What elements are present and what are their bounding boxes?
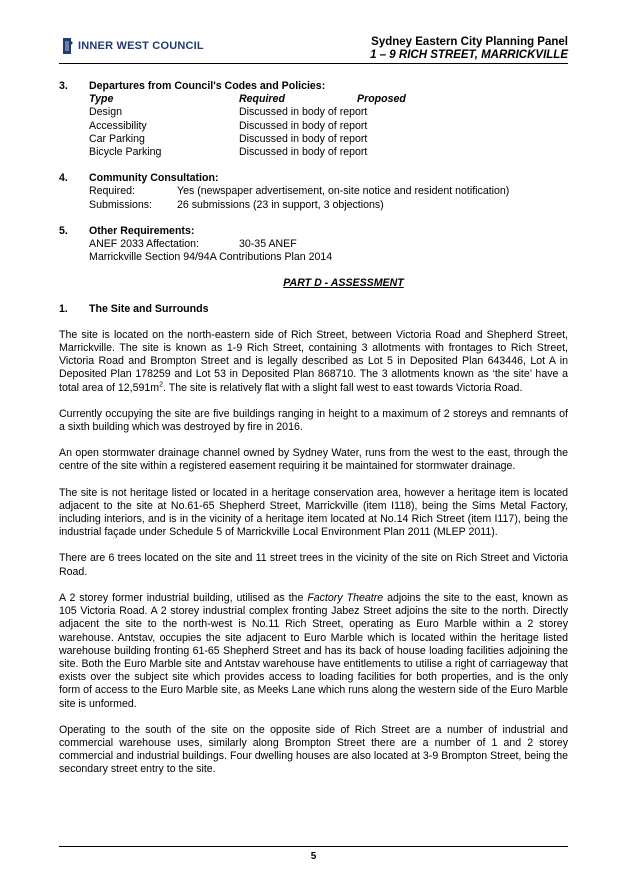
anef-value: 30-35 ANEF: [239, 238, 297, 251]
paragraph: Currently occupying the site are five buildings ranging in height to a maximum of 2 storeys and remnants of a sixth building which was destroyed by fire in 2016.: [59, 407, 568, 434]
subsection-heading: [59, 303, 568, 316]
table-row: [89, 146, 568, 159]
anef-row: [89, 238, 568, 251]
table-row: [89, 133, 568, 146]
col-proposed: Proposed: [357, 93, 406, 106]
page-number: 5: [310, 851, 317, 862]
section-number: 3.: [59, 80, 68, 92]
report-body: [59, 80, 568, 790]
row-value: Yes (newspaper advertisement, on-site notice and resident notification): [177, 185, 510, 198]
section-number: 5.: [59, 224, 68, 237]
paragraph: The site is not heritage listed or located in a heritage conservation area, however a heritage item is located adjacent to the site at No.61-65 Shepherd Street, Marrickville (item I118), being the Sims Metal Factory, including interiors, and is in the vicinity of a heritage item located at No.14 Rich Street (item I117), being the industrial façade under Schedule 5 of Marrickville Local Environment Plan 2011 (MLEP 2011).: [59, 486, 568, 539]
section-title: Community Consultation:: [89, 172, 219, 185]
row-key: Submissions:: [89, 198, 152, 211]
section-title: Departures from Council's Codes and Policies:: [89, 80, 326, 92]
anef-label: ANEF 2033 Affectation:: [89, 238, 199, 251]
row-required: Discussed in body of report: [239, 119, 368, 132]
footer-rule: [59, 846, 568, 847]
paragraph: [59, 592, 568, 711]
row-required: Discussed in body of report: [239, 146, 368, 159]
section-other-requirements: [59, 225, 568, 265]
council-logo: [60, 36, 204, 56]
paragraph: There are 6 trees located on the site and 11 street trees in the vicinity of the site on Rich Street and Victoria Road.: [59, 552, 568, 578]
row-key: Required:: [89, 185, 135, 198]
part-heading: PART D - ASSESSMENT: [283, 277, 404, 290]
row-type: Design: [89, 106, 122, 119]
row-value: 26 submissions (23 in support, 3 objections): [177, 198, 384, 211]
row-type: Bicycle Parking: [89, 146, 162, 159]
table-header: [89, 93, 568, 106]
table-row: [89, 120, 568, 133]
row-type: Car Parking: [89, 132, 145, 145]
paragraph-text: The site is located on the north-eastern side of Rich Street, between Victoria Road and Shepherd Street, Marrickville. The site is known as 1-9 Rich Street, containing 3 allotments with frontages to Rich Street, Victoria Road and Brompton Street and is legally described as Lot 5 in Deposited Plan 643446, Lot A in Deposited Plan 178259 and Lot 53 in Deposited Plan 868710. The 3 allotments known as ‘the site’ have a total area of 12,591m: [59, 328, 568, 394]
panel-name: Sydney Eastern City Planning Panel: [371, 36, 568, 48]
paragraph-text: adjoins the site to the east, known as 105 Victoria Road. A 2 storey industrial complex fronting Jabez Street adjoins the site to the north. Directly adjacent the site to the north-west is No.11 Rich Street, operating as Euro Marble within a 2 storey warehouse. Antstav, occupies the site adjacent to Euro Marble which is located within the heritage listed warehouse building fronting 61-65 Shepherd Street and has its back of house loading facilities adjoining the site. Both the Euro Marble site and Antstav warehouse have entitlements to utilise a right of carriageway that exists over the subject site which provides access to loading facilities for both properties, and is the only form of access to the Euro Marble site, as Meeks Lane which runs along the western side of the Euro Marble site is unformed.: [59, 591, 569, 710]
row-required: Discussed in body of report: [239, 132, 368, 145]
section-departures: [59, 80, 568, 159]
theatre-name: Factory Theatre: [307, 591, 384, 604]
superscript: 2: [159, 381, 164, 389]
col-required: Required: [239, 93, 285, 106]
col-type: Type: [89, 93, 114, 106]
consultation-row: [89, 199, 568, 212]
consultation-row: [89, 185, 568, 198]
council-logo-icon: [60, 37, 74, 55]
header-title: [370, 36, 568, 62]
header-rule: [59, 63, 568, 64]
logo-text: INNER WEST COUNCIL: [78, 40, 204, 52]
paragraph: An open stormwater drainage channel owned by Sydney Water, runs from the west to the east, through the centre of the site within a registered easement requiring it be maintained for stormwater drainage.: [59, 447, 568, 473]
site-address: 1 – 9 RICH STREET, MARRICKVILLE: [370, 49, 568, 61]
paragraph-text: A 2 storey former industrial building, utilised as the: [59, 591, 308, 604]
section-consultation: [59, 172, 568, 212]
subsection-title: The Site and Surrounds: [89, 302, 209, 315]
subsection-number: 1.: [59, 302, 68, 315]
contributions-plan: Marrickville Section 94/94A Contributions Plan 2014: [89, 251, 333, 264]
paragraph-text: . The site is relatively flat with a slight fall west to east towards Victoria Road.: [163, 381, 523, 394]
paragraph: [59, 329, 568, 395]
section-title: Other Requirements:: [89, 224, 195, 237]
paragraph: Operating to the south of the site on the opposite side of Rich Street are a number of industrial and commercial warehouse uses, similarly along Brompton Street there are a number of 1 and 2 storey commercial and industrial buildings. Four dwelling houses are also located at 3-9 Brompton Street, being the secondary street entry to the site.: [59, 723, 568, 776]
table-row: [89, 106, 568, 119]
section-number: 4.: [59, 172, 68, 185]
row-type: Accessibility: [89, 119, 147, 132]
row-required: Discussed in body of report: [239, 106, 368, 119]
